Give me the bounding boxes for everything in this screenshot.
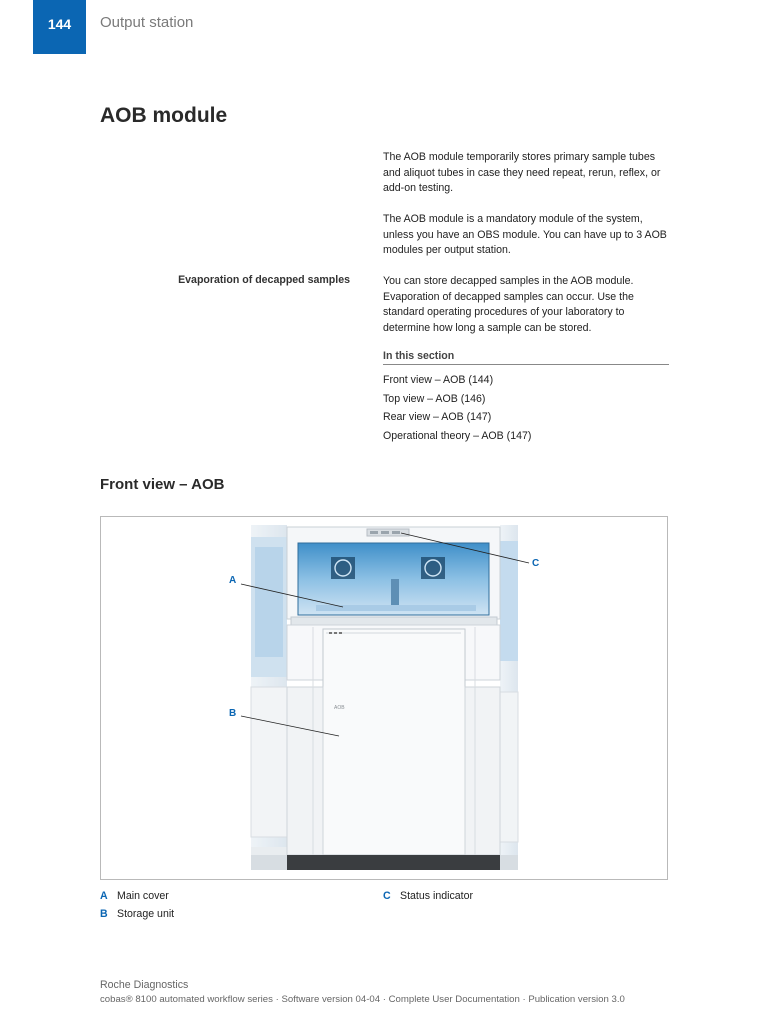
callout-a: A <box>229 575 237 586</box>
toc-link-front-view[interactable]: Front view – AOB (144) <box>383 374 494 386</box>
page-number: 144 <box>47 16 72 32</box>
evaporation-label: Evaporation of decapped samples <box>178 274 350 286</box>
intro-paragraph-1: The AOB module temporarily stores primary sample tubes and aliquot tubes in case they need repeat, rerun, reflex, or add-on testing. <box>383 151 661 195</box>
legend-item-b: B Storage unit <box>100 908 175 920</box>
footer-company: Roche Diagnostics <box>100 979 189 991</box>
callout-c: C <box>532 558 540 569</box>
legend-item-c: C Status indicator <box>383 890 474 902</box>
intro-paragraph-2: The AOB module is a mandatory module of the system, unless you have an OBS module. You can have up to 3 AOB modules per output station. <box>383 213 667 257</box>
toc-link-rear-view[interactable]: Rear view – AOB (147) <box>383 411 492 423</box>
toc-link-operational-theory[interactable]: Operational theory – AOB (147) <box>383 429 532 442</box>
in-this-section-title: In this section <box>383 350 669 365</box>
footer-publication-info: cobas® 8100 automated workflow series · Software version 04-04 · Complete User Documentation · Publication version 3.0 <box>100 994 625 1005</box>
in-this-section-list <box>383 371 531 445</box>
callout-b: B <box>229 708 237 719</box>
page-title: AOB module <box>100 104 228 127</box>
page-number-tab <box>33 0 86 54</box>
toc-link-top-view[interactable]: Top view – AOB (146) <box>383 392 486 405</box>
evaporation-paragraph: You can store decapped samples in the AOB module. Evaporation of decapped samples can occur. Use the standard operating procedures of your laboratory to determine how long a sample can be stored. <box>383 275 634 334</box>
front-view-figure <box>100 516 668 880</box>
aob-module-illustration <box>101 517 667 879</box>
legend-item-a: A Main cover <box>100 890 169 902</box>
device-label: AOB <box>334 705 345 711</box>
running-header: Output station <box>100 14 194 31</box>
front-view-heading: Front view – AOB <box>100 476 225 493</box>
